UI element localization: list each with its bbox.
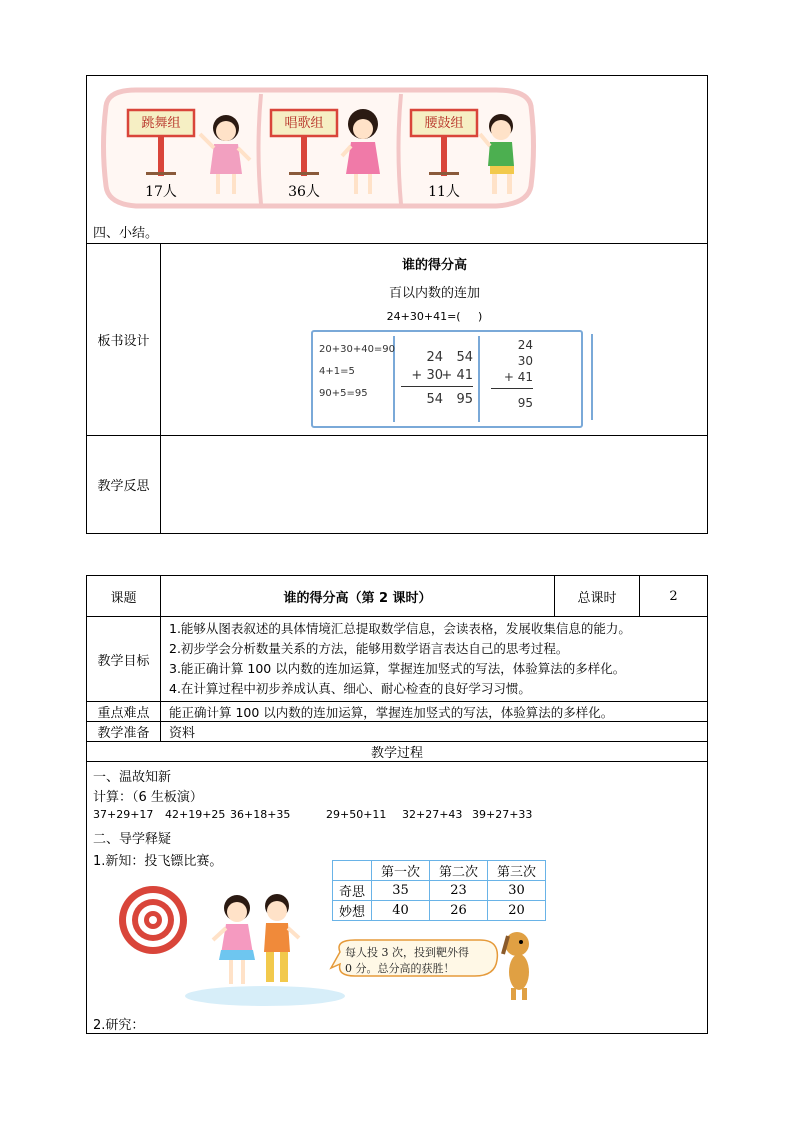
speech-bubble-line2: 0 分。总分高的获胜！	[345, 962, 455, 975]
calc-list	[93, 808, 542, 821]
method2b-result: 95	[456, 392, 473, 407]
goal-item-4: 4.在计算过程中初步养成认真、细心、耐心检查的良好学习习惯。	[169, 681, 531, 696]
goal-item-2: 2.初步学会分析数量关系的方法，能够用数学语言表达自己的思考过程。	[169, 641, 569, 656]
method2a-result: 54	[426, 392, 443, 407]
key-label: 重点难点	[87, 702, 161, 722]
goals-cell	[161, 617, 708, 702]
board-cell	[161, 244, 708, 436]
method3-n1: 24	[517, 338, 533, 352]
count-drum: 11人	[428, 184, 460, 200]
score-name: 妙想	[333, 901, 372, 921]
key-value: 能正确计算 100 以内数的连加运算，掌握连加竖式的写法，体验算法的多样化。	[161, 702, 708, 722]
boy-figure	[264, 894, 299, 982]
score-row	[333, 901, 546, 921]
board-title: 谁的得分高	[401, 258, 467, 273]
activity-cell	[87, 76, 708, 244]
count-sing: 36人	[288, 184, 320, 200]
calc-item: 42+19+25	[165, 808, 226, 821]
calc-item: 37+29+17	[93, 808, 154, 821]
score-value: 30	[488, 881, 546, 901]
score-value: 35	[372, 881, 430, 901]
score-header: 第二次	[430, 861, 488, 881]
score-header: 第三次	[488, 861, 546, 881]
sign-label-drum: 腰鼓组	[424, 116, 464, 131]
hours-label: 总课时	[555, 576, 640, 617]
top-table	[86, 75, 708, 534]
calc-item: 29+50+11	[326, 808, 387, 821]
prep-label: 教学准备	[87, 722, 161, 742]
method2a-top: 24	[426, 350, 443, 365]
method2b-add: + 41	[441, 368, 473, 383]
method3-add: + 41	[503, 370, 533, 384]
score-value: 40	[372, 901, 430, 921]
lesson-table	[86, 575, 708, 1034]
calc-item: 36+18+35	[230, 808, 291, 821]
sign-label-dance: 跳舞组	[141, 116, 181, 131]
score-value: 26	[430, 901, 488, 921]
speech-bubble-line1: 每人投 3 次，投到靶外得	[345, 946, 469, 959]
method1-line1: 20+30+40=90	[319, 344, 396, 355]
calc-intro: 计算：（6 生板演）	[93, 790, 203, 805]
reflection-cell	[161, 436, 708, 534]
section2-heading: 二、导学释疑	[93, 832, 172, 847]
goal-item-1: 1.能够从图表叙述的具体情境汇总提取数学信息，会读表格，发展收集信息的能力。	[169, 621, 631, 636]
count-dance: 17人	[145, 184, 177, 200]
topic-value: 谁的得分高（第 2 课时）	[161, 576, 555, 617]
activity-illustration	[96, 86, 536, 211]
score-value: 20	[488, 901, 546, 921]
calc-item: 32+27+43	[402, 808, 463, 821]
section1-heading: 一、温故知新	[93, 770, 172, 785]
method2a-add: + 30	[411, 368, 443, 383]
score-row	[333, 881, 546, 901]
reflection-label: 教学反思	[87, 436, 161, 534]
board-equation: 24+30+41=( )	[386, 310, 483, 323]
score-header-blank	[333, 861, 372, 881]
goals-label: 教学目标	[87, 617, 161, 702]
score-table	[332, 860, 546, 921]
method1-line3: 90+5=95	[319, 388, 368, 399]
research-heading: 2.研究：	[93, 1018, 145, 1033]
method3-n2: 30	[517, 354, 533, 368]
method1-line2: 4+1=5	[319, 366, 355, 377]
sign-label-sing: 唱歌组	[284, 116, 324, 131]
score-value: 23	[430, 881, 488, 901]
score-name: 奇思	[333, 881, 372, 901]
process-cell	[87, 762, 708, 1034]
score-header: 第一次	[372, 861, 430, 881]
dartboard-icon	[119, 886, 187, 954]
method2b-top: 54	[456, 350, 473, 365]
method3-result: 95	[517, 396, 533, 410]
process-title: 教学过程	[87, 742, 708, 762]
goal-item-3: 3.能正确计算 100 以内数的连加运算，掌握连加竖式的写法，体验算法的多样化。	[169, 661, 626, 676]
hours-value: 2	[640, 576, 708, 617]
girl-figure	[213, 895, 255, 984]
calc-item: 39+27+33	[472, 808, 533, 821]
summary-text: 四、小结。	[93, 226, 159, 241]
topic-label: 课题	[87, 576, 161, 617]
board-subtitle: 百以内数的连加	[388, 286, 480, 301]
prep-value: 资料	[161, 722, 708, 742]
board-sketch	[311, 330, 583, 428]
dog-figure	[503, 932, 529, 1000]
board-label: 板书设计	[87, 244, 161, 436]
new-knowledge: 1.新知：投飞镖比赛。	[93, 854, 223, 869]
